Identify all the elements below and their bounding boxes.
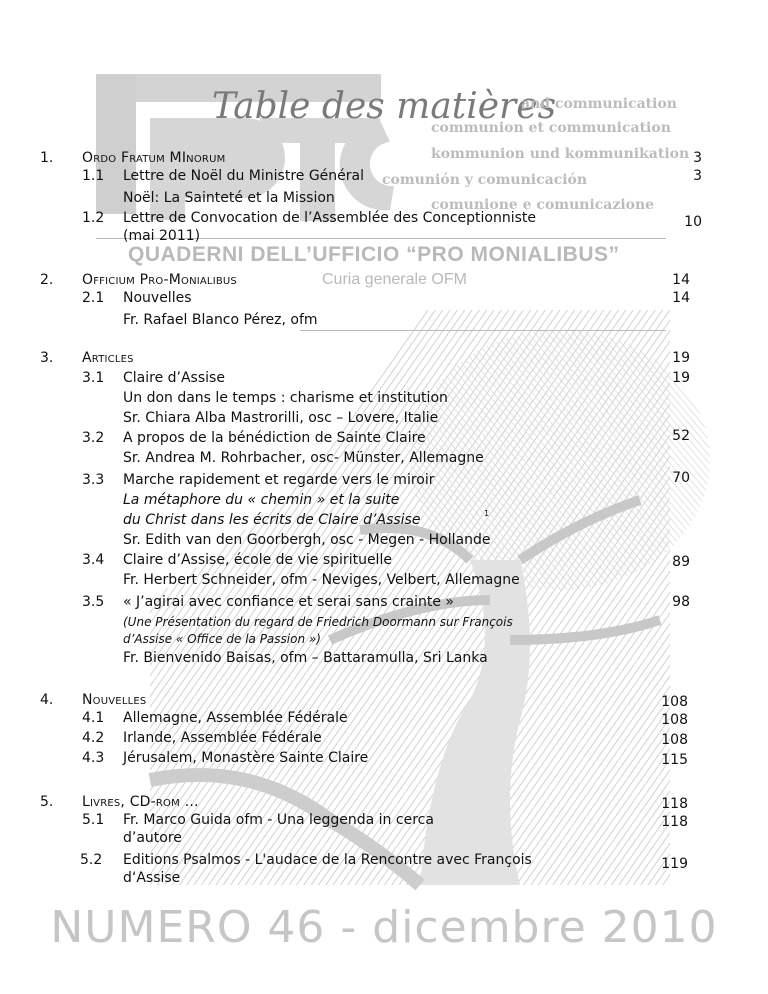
issue-footer: NUMERO 46 - dicembre 2010 [50, 902, 718, 953]
item-line: Irlande, Assemblée Fédérale [123, 730, 322, 746]
section-title: Nouvelles [82, 692, 147, 708]
page-number: 14 [672, 272, 690, 288]
item-number: 4.1 [82, 710, 105, 726]
item-number: 5.2 [80, 852, 103, 868]
section-title: Ordo Fratum MInorum [82, 150, 226, 166]
page-title: Table des matières [211, 86, 557, 127]
item-line: « J’agirai avec confiance et serai sans crainte » [123, 594, 454, 610]
item-line: Fr. Herbert Schneider, ofm - Neviges, Velbert, Allemagne [123, 572, 520, 588]
item-line: d’Assise « Office de la Passion ») [123, 632, 321, 646]
page-number: 52 [672, 428, 690, 444]
page-number: 14 [672, 290, 690, 306]
item-number: 3.1 [82, 370, 105, 386]
page-number: 118 [661, 814, 688, 830]
item-number: 1.2 [82, 210, 105, 226]
tagline-4: comunión y comunicación [382, 172, 588, 188]
item-line: Nouvelles [123, 290, 192, 306]
item-line: (Une Présentation du regard de Friedrich Doormann sur François [123, 615, 513, 629]
item-number: 4.2 [82, 730, 105, 746]
item-line: Claire d’Assise, école de vie spirituelle [123, 552, 392, 568]
page-number: 98 [672, 594, 690, 610]
item-line: Fr. Rafael Blanco Pérez, ofm [123, 312, 318, 328]
item-line: (mai 2011) [123, 228, 201, 244]
item-number: 3.3 [82, 472, 105, 488]
page-number: 89 [672, 554, 690, 570]
tagline-1: and communication [521, 96, 677, 112]
item-line: Sr. Edith van den Goorbergh, osc - Megen - Hollande [123, 532, 491, 548]
page-number: 70 [672, 470, 690, 486]
section-number: 4. [40, 692, 54, 708]
item-line: Editions Psalmos - L'audace de la Rencontre avec François [123, 852, 532, 868]
page-number: 119 [661, 856, 688, 872]
item-number: 3.5 [82, 594, 105, 610]
section-number: 2. [40, 272, 54, 288]
page-number: 118 [661, 796, 688, 812]
item-line: du Christ dans les écrits de Claire d’Assise [123, 512, 421, 528]
section-title: Livres, CD-rom … [82, 794, 199, 810]
item-line: Lettre de Convocation de l’Assemblée des Conceptionniste [123, 210, 537, 226]
page-number: 3 [693, 150, 702, 166]
tagline-5: comunione e comunicazione [431, 197, 655, 213]
item-line: d’autore [123, 830, 182, 846]
section-title: Officium Pro-Monialibus [82, 272, 237, 288]
section-title: Articles [82, 350, 134, 366]
page-number: 108 [661, 712, 688, 728]
item-line: Un don dans le temps : charisme et institution [123, 390, 448, 406]
page-number: 19 [672, 370, 690, 386]
tagline-3: kommunion und kommunikation [431, 146, 690, 162]
section-number: 1. [40, 150, 54, 166]
item-number: 4.3 [82, 750, 105, 766]
page-number: 108 [661, 694, 688, 710]
item-line: Lettre de Noël du Ministre Général [123, 168, 365, 184]
page-number: 3 [693, 168, 702, 184]
item-line: Sr. Andrea M. Rohrbacher, osc- Münster, Allemagne [123, 450, 484, 466]
page-number: 19 [672, 350, 690, 366]
item-number: 2.1 [82, 290, 105, 306]
section-number: 5. [40, 794, 54, 810]
page-number: 115 [661, 752, 688, 768]
item-line: Fr. Marco Guida ofm - Una leggenda in cerca [123, 812, 434, 828]
page-number: 108 [661, 732, 688, 748]
item-number: 3.4 [82, 552, 105, 568]
item-line: Sr. Chiara Alba Mastrorilli, osc – Lovere, Italie [123, 410, 439, 426]
section-number: 3. [40, 350, 54, 366]
item-line: Noël: La Sainteté et la Mission [123, 190, 335, 206]
item-line: Marche rapidement et regarde vers le miroir [123, 472, 435, 488]
item-number: 3.2 [82, 430, 105, 446]
item-number: 5.1 [82, 812, 105, 828]
section-rule [300, 330, 666, 331]
item-line: Allemagne, Assemblée Fédérale [123, 710, 348, 726]
page-number: 10 [684, 214, 702, 230]
item-number: 1.1 [82, 168, 105, 184]
journal-banner: QUADERNI DELL’UFFICIO “PRO MONIALIBUS” [128, 243, 620, 266]
item-line: Fr. Bienvenido Baisas, ofm – Battaramulla, Sri Lanka [123, 650, 488, 666]
item-line: Claire d’Assise [123, 370, 225, 386]
footnote-marker: 1 [484, 509, 490, 518]
item-line: d‘Assise [123, 870, 181, 886]
tagline-2: communion et communication [431, 120, 671, 136]
curia-label: Curia generale OFM [322, 271, 467, 288]
item-line: La métaphore du « chemin » et la suite [123, 492, 400, 508]
item-line: Jérusalem, Monastère Sainte Claire [123, 750, 369, 766]
item-line: A propos de la bénédiction de Sainte Claire [123, 430, 426, 446]
